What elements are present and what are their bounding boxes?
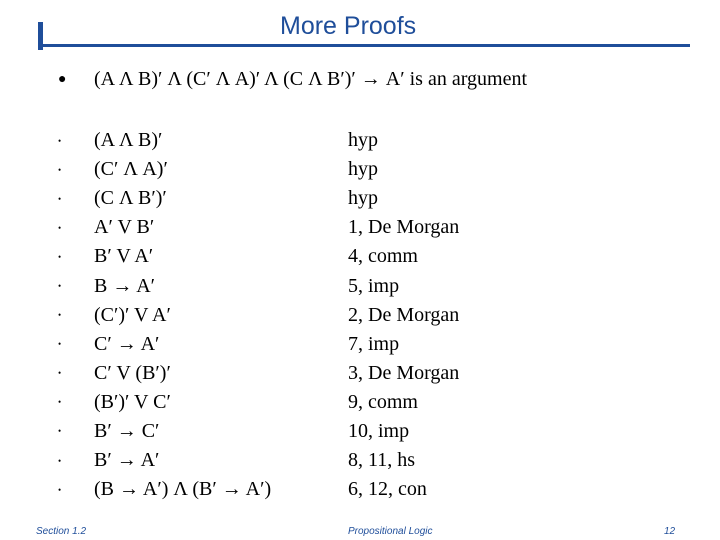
step-formula: (A Λ B)′ (94, 129, 163, 152)
step-formula: (C′)′ V A′ (94, 303, 171, 326)
step-bullet-icon: • (58, 251, 62, 262)
slide-title: More Proofs (280, 12, 417, 40)
step-bullet-icon: • (58, 281, 62, 292)
step-bullet-icon: • (58, 222, 62, 233)
intro-text: (A Λ B)′ Λ (C′ Λ A)′ Λ (C Λ B′)′ → A′ is an argument (94, 68, 527, 90)
step-bullet-icon: • (58, 339, 62, 350)
step-justification: 3, De Morgan (348, 361, 460, 384)
step-bullet-icon: • (58, 426, 62, 437)
step-formula: B′ V A′ (94, 245, 154, 268)
intro-line (58, 68, 527, 91)
step-formula: B′ → A′ (94, 449, 160, 472)
step-justification: hyp (348, 129, 378, 152)
step-formula: (B′)′ V C′ (94, 390, 171, 413)
proof-step (58, 475, 678, 504)
proof-step (58, 417, 678, 446)
step-justification: 7, imp (348, 332, 400, 355)
proof-step (58, 359, 678, 388)
proof-step (58, 155, 678, 184)
step-justification: hyp (348, 187, 378, 210)
proof-step (58, 388, 678, 417)
proof-step (58, 126, 678, 155)
step-justification: 5, imp (348, 274, 400, 297)
proof-step (58, 213, 678, 242)
step-formula: (C′ Λ A)′ (94, 158, 168, 181)
step-bullet-icon: • (58, 193, 62, 204)
step-formula: C′ V (B′)′ (94, 361, 171, 384)
step-bullet-icon: • (58, 164, 62, 175)
footer-section: Section 1.2 (36, 526, 87, 537)
step-formula: (C Λ B′)′ (94, 187, 167, 210)
proof-step (58, 184, 678, 213)
footer-page-number: 12 (664, 526, 676, 537)
step-justification: 1, De Morgan (348, 216, 460, 239)
step-formula: (B → A′) Λ (B′ → A′) (94, 478, 272, 501)
step-bullet-icon: • (58, 310, 62, 321)
proof-step (58, 446, 678, 475)
step-formula: C′ → A′ (94, 332, 160, 355)
step-justification: 4, comm (348, 245, 418, 268)
step-justification: 8, 11, hs (348, 449, 416, 472)
step-formula: B → A′ (94, 274, 156, 297)
step-justification: 10, imp (348, 419, 410, 442)
step-justification: hyp (348, 158, 378, 181)
step-formula: B′ → C′ (94, 419, 160, 442)
step-bullet-icon: • (58, 397, 62, 408)
step-formula: A′ V B′ (94, 216, 155, 239)
proof-step (58, 301, 678, 330)
step-justification: 9, comm (348, 390, 418, 413)
title-underline (38, 44, 690, 47)
proof-step (58, 271, 678, 300)
proof-step (58, 242, 678, 271)
step-bullet-icon: • (58, 135, 62, 146)
step-bullet-icon: • (58, 484, 62, 495)
step-justification: 6, 12, con (348, 478, 427, 501)
step-bullet-icon: • (58, 455, 62, 466)
proof-steps (58, 126, 678, 504)
step-bullet-icon: • (58, 368, 62, 379)
proof-step (58, 330, 678, 359)
footer-topic: Propositional Logic (348, 526, 433, 537)
step-justification: 2, De Morgan (348, 303, 460, 326)
intro-bullet-icon: ● (58, 71, 67, 87)
